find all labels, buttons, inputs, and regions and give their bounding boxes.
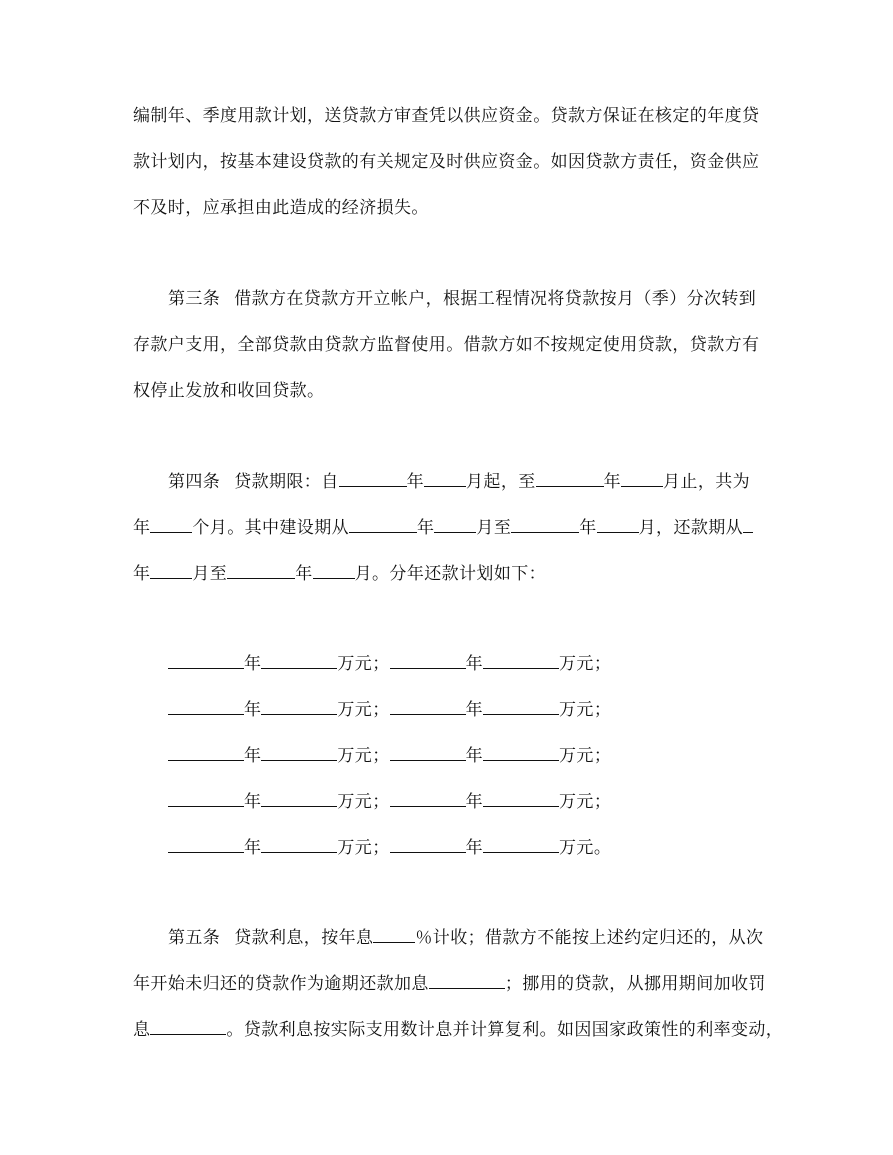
text: 年 [244, 838, 262, 858]
text: 月至 [192, 564, 228, 584]
blank-field[interactable] [261, 697, 337, 715]
text: 月至 [476, 518, 512, 538]
text: 月。分年还款计划如下： [354, 564, 547, 584]
article-5-line [168, 925, 763, 950]
blank-field[interactable] [743, 515, 753, 533]
paragraph-line [133, 196, 429, 220]
blank-field[interactable] [261, 789, 337, 807]
text: 借款方在贷款方开立帐户，根据工程情况将贷款按月（季）分次转到 [234, 289, 757, 309]
article-4-line [133, 561, 546, 586]
text: 月止，共为 [663, 472, 751, 492]
article-4-line [168, 469, 750, 494]
text: 万元； [337, 838, 390, 858]
blank-field[interactable] [390, 789, 466, 807]
schedule-row [168, 789, 611, 814]
text: ；挪用的贷款，从挪用期间加收罚 [504, 974, 766, 994]
text: 年 [417, 518, 435, 538]
text: 万元； [337, 792, 390, 812]
blank-field[interactable] [511, 515, 579, 533]
blank-field[interactable] [390, 651, 466, 669]
article-3-line [133, 333, 759, 357]
text: 年 [579, 518, 597, 538]
text: 年 [465, 700, 484, 720]
article-3-heading: 第三条 [168, 289, 221, 309]
text: 年 [244, 792, 262, 812]
text: 年 [465, 792, 484, 812]
text: 年 [465, 746, 484, 766]
blank-field[interactable] [168, 789, 244, 807]
blank-field[interactable] [621, 469, 663, 487]
blank-field[interactable] [150, 515, 192, 533]
text: 年 [295, 564, 313, 584]
blank-field[interactable] [536, 469, 604, 487]
article-5-heading: 第五条 [168, 928, 221, 948]
schedule-row [168, 835, 611, 860]
text: 万元； [337, 654, 390, 674]
blank-field[interactable] [483, 697, 559, 715]
article-5-line [133, 971, 766, 996]
blank-field[interactable] [261, 835, 337, 853]
blank-field[interactable] [390, 835, 466, 853]
text: 万元； [559, 654, 612, 674]
blank-field[interactable] [483, 651, 559, 669]
text: 年 [465, 654, 484, 674]
text: 贷款期限：自 [234, 472, 339, 492]
article-3-line [133, 379, 324, 403]
blank-field[interactable] [390, 743, 466, 761]
text: 编制年、季度用款计划，送贷款方审查凭以供应资金。贷款方保证在核定的年度贷 [133, 106, 760, 126]
blank-field[interactable] [483, 789, 559, 807]
paragraph-line [133, 104, 759, 128]
text: 月起，至 [466, 472, 536, 492]
text: 贷款利息，按年息 [234, 928, 374, 948]
text: 月，还款期从 [638, 518, 744, 538]
blank-field[interactable] [483, 835, 559, 853]
blank-field[interactable] [227, 561, 295, 579]
text: 权停止发放和收回贷款。 [133, 381, 325, 401]
text: 万元； [559, 792, 612, 812]
blank-field[interactable] [434, 515, 476, 533]
blank-field[interactable] [373, 925, 415, 943]
text: 不及时，应承担由此造成的经济损失。 [133, 198, 429, 218]
text: 。贷款利息按实际支用数计息并计算复利。如因国家政策性的利率变动， [226, 1020, 784, 1040]
text: 万元； [337, 700, 390, 720]
blank-field[interactable] [349, 515, 417, 533]
text: 万元； [559, 700, 612, 720]
schedule-row [168, 743, 611, 768]
blank-field[interactable] [261, 651, 337, 669]
text: ％计收；借款方不能按上述约定归还的，从次 [415, 928, 764, 948]
text: 年 [406, 472, 425, 492]
blank-field[interactable] [339, 469, 407, 487]
blank-field[interactable] [390, 697, 466, 715]
blank-field[interactable] [168, 651, 244, 669]
text: 万元。 [559, 838, 612, 858]
blank-field[interactable] [150, 561, 192, 579]
article-4-line [133, 515, 753, 540]
blank-field[interactable] [424, 469, 466, 487]
article-3-line [168, 287, 756, 311]
blank-field[interactable] [483, 743, 559, 761]
text: 年 [244, 654, 262, 674]
text: 存款户支用，全部贷款由贷款方监督使用。借款方如不按规定使用贷款，贷款方有 [133, 335, 760, 355]
text: 年 [244, 700, 262, 720]
text: 款计划内，按基本建设贷款的有关规定及时供应资金。如因贷款方责任，资金供应 [133, 152, 760, 172]
text: 年 [133, 564, 151, 584]
text: 息 [133, 1020, 151, 1040]
article-5-line [133, 1017, 783, 1042]
schedule-row [168, 651, 611, 676]
blank-field[interactable] [150, 1017, 226, 1035]
text: 年开始未归还的贷款作为逾期还款加息 [133, 974, 429, 994]
paragraph-line [133, 150, 759, 174]
text: 年 [603, 472, 622, 492]
blank-field[interactable] [597, 515, 639, 533]
text: 年 [465, 838, 484, 858]
text: 年 [133, 518, 151, 538]
blank-field[interactable] [168, 835, 244, 853]
text: 个月。其中建设期从 [192, 518, 350, 538]
blank-field[interactable] [168, 697, 244, 715]
blank-field[interactable] [429, 971, 505, 989]
text: 年 [244, 746, 262, 766]
blank-field[interactable] [168, 743, 244, 761]
blank-field[interactable] [313, 561, 355, 579]
text: 万元； [559, 746, 612, 766]
blank-field[interactable] [261, 743, 337, 761]
text: 万元； [337, 746, 390, 766]
schedule-row [168, 697, 611, 722]
article-4-heading: 第四条 [168, 472, 221, 492]
